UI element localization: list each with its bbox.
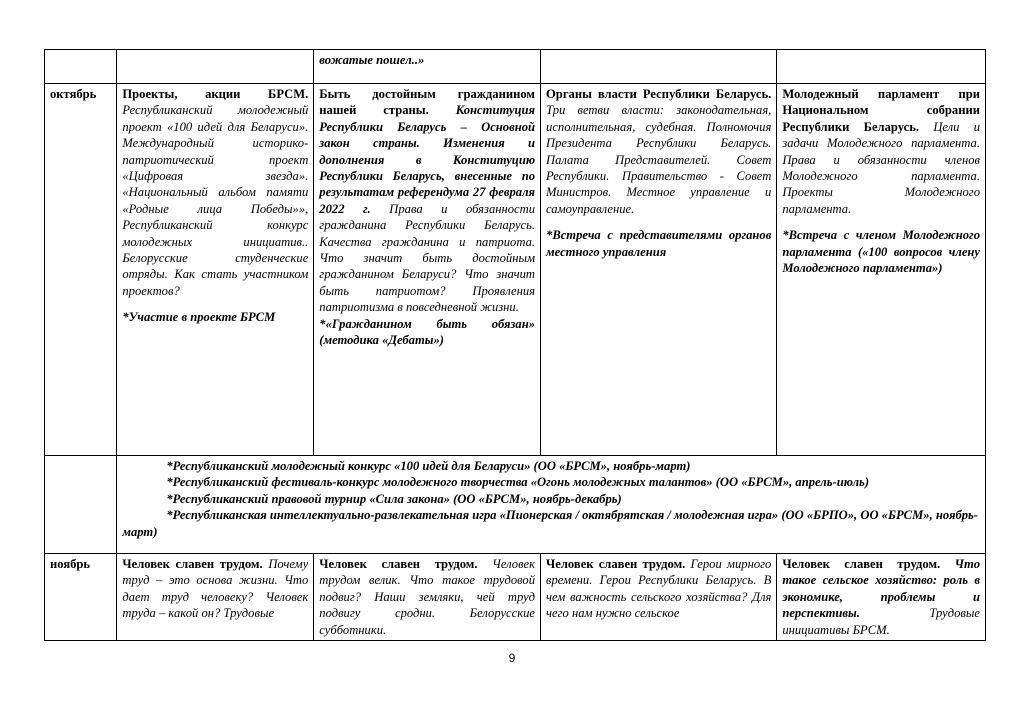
table-cell bbox=[541, 50, 777, 84]
topic-action: *Встреча с представителями органов местного управления bbox=[546, 228, 772, 259]
table-cell bbox=[541, 554, 777, 641]
topic-title: Органы власти Республики Беларусь. bbox=[546, 87, 772, 101]
topic-title: Человек славен трудом. bbox=[122, 557, 263, 571]
month-cell bbox=[45, 554, 117, 641]
topic-title: Человек славен трудом. bbox=[782, 557, 941, 571]
topic-subtitle: Конституция Республики Беларусь – Основной закон страны. Изменения и дополнения в Конституцию Республики Беларусь, внесенные по результатам референдума 27 февраля 2022 г. bbox=[319, 103, 536, 216]
table-cell bbox=[777, 84, 986, 456]
topic-title: Человек славен трудом. bbox=[319, 557, 478, 571]
topic-body: Республиканский молодежный проект «100 идей для Беларуси». Международный историко-патриотический проект «Цифровая звезда». «Национальный альбом памяти «Родные лица Победы»», Республиканский конкурс молодежных инициатив.. Белорусские студенческие отряды. Как стать участником проектов? bbox=[122, 103, 309, 298]
month-cell bbox=[45, 456, 117, 554]
table-cell bbox=[541, 84, 777, 456]
table-cell bbox=[117, 84, 314, 456]
topic-body: Человек трудом велик. Что такое трудовой подвиг? Наши земляки, чей труд подвигу сродни. Белорусские субботники. bbox=[319, 557, 536, 637]
table-cell bbox=[777, 50, 986, 84]
topic-title: Молодежный парламент при Национальном собрании Республики Беларусь. bbox=[782, 87, 980, 134]
table-cell bbox=[314, 84, 541, 456]
topic-body: Почему труд – это основа жизни. Что дает труд человеку? Человек труда – какой он? Трудовые bbox=[122, 557, 309, 621]
topic-action: *«Гражданином быть обязан» (методика «Дебаты») bbox=[319, 316, 536, 348]
table-cell bbox=[117, 554, 314, 641]
event-item: *Республиканская интеллектуально-развлекательная игра «Пионерская / октябрятская / молодежная игра» (ОО «БРПО», ОО «БРСМ», ноябрь-март) bbox=[122, 508, 979, 539]
curriculum-table bbox=[44, 49, 986, 641]
topic-body: Цели и задачи Молодежного парламента. Права и обязанности членов Молодежного парламента. Проекты Молодежного парламента. bbox=[782, 119, 981, 216]
topic-title: Быть достойным гражданином нашей страны. bbox=[319, 87, 536, 118]
event-item: *Республиканский фестиваль-конкурс молодежного творчества «Огонь молодежных талантов» (ОО «БРСМ», апрель-июль) bbox=[166, 475, 870, 490]
topic-action: *Участие в проекте БРСМ bbox=[122, 310, 276, 325]
page-number: 9 bbox=[508, 651, 516, 665]
table-cell bbox=[314, 50, 541, 84]
month-cell bbox=[45, 84, 117, 456]
cell-text: вожатые пошел..» bbox=[319, 53, 425, 67]
event-item: *Республиканский молодежный конкурс «100 идей для Беларуси» (ОО «БРСМ», ноябрь-март) bbox=[166, 459, 691, 473]
table-row bbox=[45, 84, 986, 456]
topic-action: *Встреча с членом Молодежного парламента («100 вопросов члену Молодежного парламента») bbox=[782, 228, 980, 276]
topic-subtitle: Что такое сельское хозяйство: роль в экономике, проблемы и перспективы. bbox=[782, 557, 980, 621]
month-label: октябрь bbox=[50, 87, 97, 101]
month-cell bbox=[45, 50, 117, 84]
table-row bbox=[45, 456, 986, 554]
table-cell bbox=[117, 50, 314, 84]
topic-title: Проекты, акции БРСМ. bbox=[122, 87, 309, 101]
topic-body: Трудовые инициативы БРСМ. bbox=[782, 606, 980, 637]
table-row bbox=[45, 554, 986, 641]
topic-body: Три ветви власти: законодательная, исполнительная, судебная. Полномочия Президента Республики Беларусь. Палата Представителей. Совет Республики. Правительство - Совет Министров. Местное управление и самоуправление. bbox=[546, 103, 772, 216]
topic-body: Права и обязанности гражданина Республики Беларусь. Качества гражданина и патриота. Что значит быть достойным гражданином Беларуси? Что значит быть патриотом? Проявления патриотизма в повседневной жизни. bbox=[319, 201, 536, 315]
table-row bbox=[45, 50, 986, 84]
event-item: *Республиканский правовой турнир «Сила закона» (ОО «БРСМ», ноябрь-декабрь) bbox=[166, 491, 622, 506]
events-cell bbox=[117, 456, 986, 554]
topic-title: Человек славен трудом. bbox=[546, 557, 686, 571]
table-cell bbox=[314, 554, 541, 641]
topic-body: Герои мирного времени. Герои Республики Беларусь. В чем важность сельского хозяйства? Для чего нам нужно сельское bbox=[546, 557, 772, 621]
table-cell bbox=[777, 554, 986, 641]
month-label: ноябрь bbox=[50, 557, 91, 571]
